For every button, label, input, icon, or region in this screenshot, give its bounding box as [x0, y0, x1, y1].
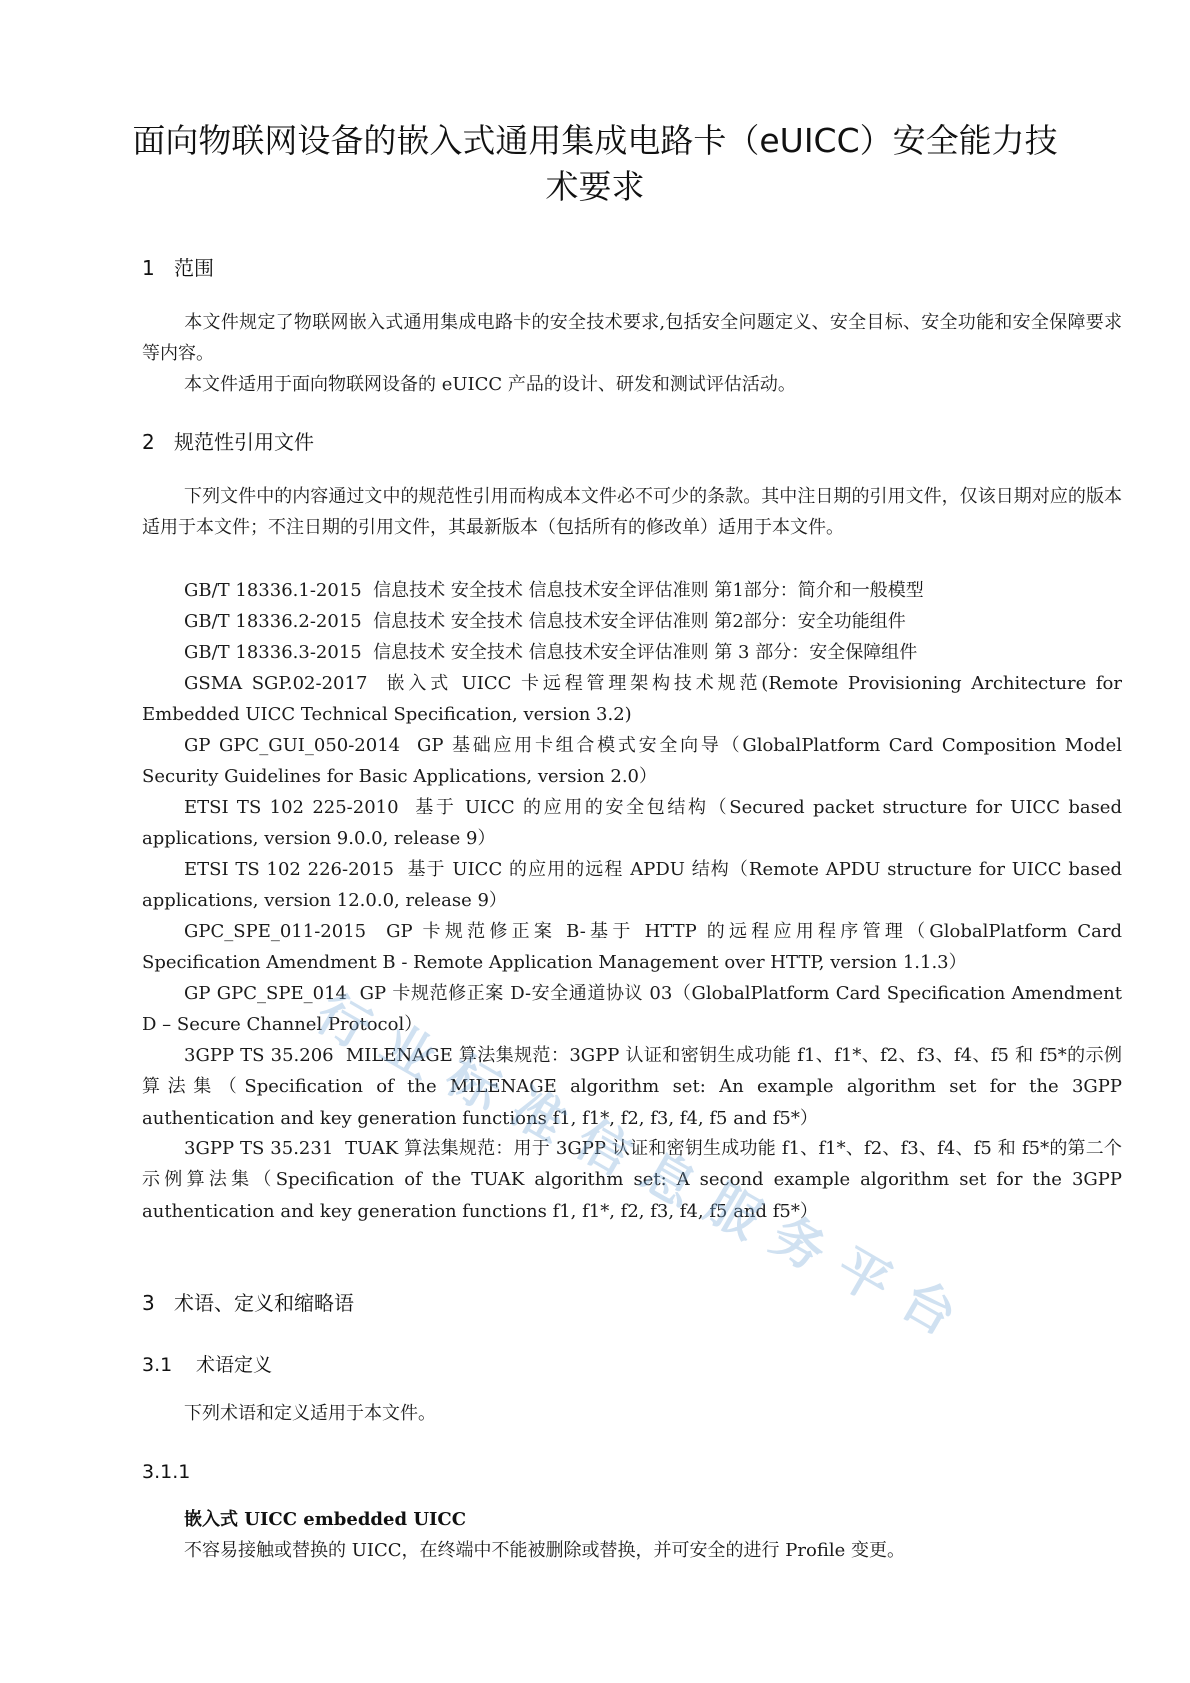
reference-item: GPC_SPE_011-2015 GP 卡规范修正案 B-基于 HTTP 的远程应用程序管理（GlobalPlatform Card Specification Amendment B - Remote Application Management over HTTP, version 1.1.3） — [142, 921, 1128, 974]
section-title: 范围 — [174, 256, 214, 280]
section-title: 术语、定义和缩略语 — [174, 1291, 354, 1315]
section-number: 2 — [142, 430, 155, 454]
section-number: 3.1 — [142, 1354, 173, 1376]
scope-paragraph-1: 本文件规定了物联网嵌入式通用集成电路卡的安全技术要求,包括安全问题定义、安全目标、安全功能和安全保障要求等内容。 — [142, 312, 1122, 365]
term-name: 嵌入式 UICC embedded UICC — [184, 1509, 467, 1530]
section-3-1-1-heading — [142, 1458, 190, 1486]
section-number: 3.1.1 — [142, 1461, 191, 1483]
watermark-char: 信 — [565, 1109, 641, 1188]
watermark-char: 台 — [890, 1269, 966, 1348]
watermark-char: 息 — [630, 1141, 706, 1220]
section-title: 规范性引用文件 — [174, 430, 314, 454]
section-3-1-heading — [142, 1351, 272, 1379]
section-2-heading — [142, 428, 314, 456]
section-1-heading — [142, 254, 214, 282]
reference-item: GB/T 18336.1-2015 信息技术 安全技术 信息技术安全评估准则 第1部分：简介和一般模型 — [184, 580, 924, 601]
document-title: 面向物联网设备的嵌入式通用集成电路卡（eUICC）安全能力技术要求 — [132, 121, 1058, 206]
section-number: 1 — [142, 256, 155, 280]
watermark-char: 务 — [760, 1205, 836, 1284]
watermark-char: 业 — [370, 1013, 446, 1092]
watermark-char: 准 — [500, 1077, 576, 1156]
reference-item: 3GPP TS 35.231 TUAK 算法集规范：用于 3GPP 认证和密钥生成功能 f1、f1*、f2、f3、f4、f5 和 f5*的第二个示例算法集（Specification of the TUAK algorithm set: A second example algorithm set for the 3GPP authentication and key generation functions f1, f1*, f2, f3, f4, f5 and f5*） — [142, 1138, 1128, 1222]
term-definition: 不容易接触或替换的 UICC，在终端中不能被删除或替换，并可安全的进行 Profile 变更。 — [184, 1540, 905, 1561]
reference-item: ETSI TS 102 226-2015 基于 UICC 的应用的远程 APDU 结构（Remote APDU structure for UICC based applications, version 12.0.0, release 9） — [142, 859, 1128, 912]
section-number: 3 — [142, 1291, 155, 1315]
section-3-heading — [142, 1289, 354, 1317]
reference-item: GP GPC_GUI_050-2014 GP 基础应用卡组合模式安全向导（GlobalPlatform Card Composition Model Security Guidelines for Basic Applications, version 2.0） — [142, 735, 1128, 788]
watermark-char: 标 — [435, 1045, 511, 1124]
reference-item: ETSI TS 102 225-2010 基于 UICC 的应用的安全包结构（Secured packet structure for UICC based applications, version 9.0.0, release 9） — [142, 797, 1128, 850]
reference-item: GP GPC_SPE_014 GP 卡规范修正案 D-安全通道协议 03（GlobalPlatform Card Specification Amendment D – Secure Channel Protocol） — [142, 983, 1128, 1036]
reference-item: 3GPP TS 35.206 MILENAGE 算法集规范：3GPP 认证和密钥生成功能 f1、f1*、f2、f3、f4、f5 和 f5*的示例算法集（Specification of the MILENAGE algorithm set: An example algorithm set for the 3GPP authentication and key generation functions f1, f1*, f2, f3, f4, f5 and f5*） — [142, 1045, 1128, 1129]
section-title: 术语定义 — [196, 1354, 273, 1376]
reference-item: GB/T 18336.3-2015 信息技术 安全技术 信息技术安全评估准则 第 3 部分：安全保障组件 — [184, 642, 918, 663]
watermark-char: 平 — [825, 1237, 901, 1316]
references-intro: 下列文件中的内容通过文中的规范性引用而构成本文件必不可少的条款。其中注日期的引用文件，仅该日期对应的版本适用于本文件；不注日期的引用文件，其最新版本（包括所有的修改单）适用于本文件。 — [142, 486, 1122, 539]
reference-item: GSMA SGP.02-2017 嵌入式 UICC 卡远程管理架构技术规范(Remote Provisioning Architecture for Embedded UICC Technical Specification, version 3.2) — [142, 673, 1128, 726]
watermark-char: 服 — [695, 1173, 771, 1252]
watermark-char: 行 — [305, 983, 381, 1062]
terms-intro: 下列术语和定义适用于本文件。 — [184, 1403, 436, 1424]
reference-item: GB/T 18336.2-2015 信息技术 安全技术 信息技术安全评估准则 第2部分：安全功能组件 — [184, 611, 906, 632]
scope-paragraph-2: 本文件适用于面向物联网设备的 eUICC 产品的设计、研发和测试评估活动。 — [184, 374, 796, 395]
